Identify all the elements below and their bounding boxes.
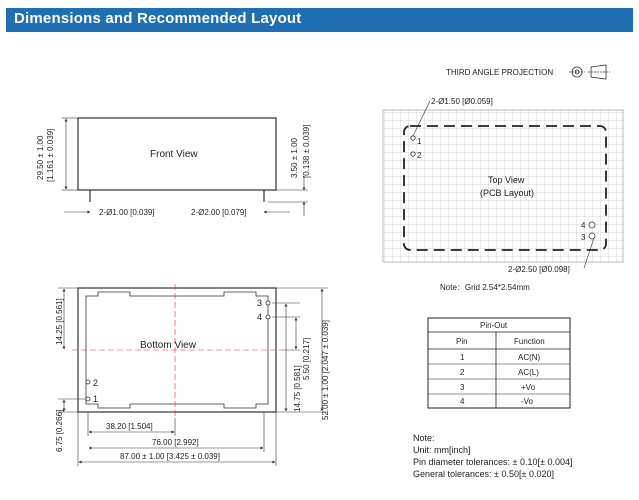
pin-out-table (428, 318, 570, 408)
dim-5-50: 5.50 [0.217] (302, 337, 311, 380)
notes (413, 433, 572, 479)
pin-out-cell: -Vo (521, 397, 534, 406)
pin-out-cell: AC(L) (518, 368, 539, 377)
dim-52-00: 52.00 ± 1.00 [2.047 ± 0.039] (321, 320, 330, 420)
pin-hole (266, 301, 270, 305)
pin-label: 4 (581, 221, 586, 230)
dim-14-25: 14.25 [0.561] (55, 298, 64, 345)
pin-out-cell: +Vo (521, 383, 536, 392)
pin-spacing-dim: 2-Ø2.00 [0.079] (191, 208, 247, 217)
pin-hole (86, 380, 90, 384)
pin-label: 3 (257, 298, 263, 308)
pin-label: 1 (93, 394, 99, 404)
pin-label: 3 (581, 233, 586, 242)
top-view-title: Top View (488, 175, 525, 185)
dim-14-75: 14.75 [0.581] (293, 365, 302, 412)
notes-line: General tolerances: ± 0.50[± 0.020] (413, 469, 554, 479)
pin-length-dim: 3.50 ± 1.00 (290, 138, 299, 178)
pcb-grid (383, 110, 623, 262)
front-view (36, 118, 311, 217)
pin-out-header: Function (514, 337, 545, 346)
grid-note: Note：Grid 2.54*2.54mm (440, 283, 530, 292)
hole-large-dim: 2-Ø2.50 [Ø0.098] (508, 265, 570, 274)
notes-line: Pin diameter tolerances: ± 0.10[± 0.004] (413, 457, 573, 467)
front-height-dim: 29.50 ± 1.00 (36, 135, 45, 180)
projection-label: THIRD ANGLE PROJECTION (446, 68, 554, 77)
pin-label: 1 (417, 137, 422, 146)
bottom-view (55, 284, 330, 466)
pin-out-cell: 2 (460, 368, 465, 377)
pin-out-cell: 1 (460, 353, 465, 362)
dim-6-75: 6.75 [0.266] (55, 409, 64, 452)
dim-87-00: 87.00 ± 1.00 [3.425 ± 0.039] (120, 452, 220, 461)
page-title: Dimensions and Recommended Layout (14, 10, 302, 27)
hole-small-dim: 2-Ø1.50 [Ø0.059] (431, 97, 493, 106)
pin-label: 2 (417, 151, 422, 160)
notes-title: Note: (413, 433, 435, 443)
third-angle-projection-icon (569, 65, 610, 79)
top-view (383, 97, 623, 292)
pin-diameter-dim: 2-Ø1.00 [0.039] (99, 208, 155, 217)
pin-out-header: Pin (456, 337, 468, 346)
pcb-hole (411, 152, 415, 156)
bottom-view-title: Bottom View (140, 340, 196, 351)
pcb-hole (589, 222, 595, 228)
pin-label: 4 (257, 312, 263, 322)
pin-length-dim-in: [0.138 ± 0.039] (302, 124, 311, 178)
pin-hole (266, 315, 270, 319)
top-view-subtitle: (PCB Layout) (480, 188, 535, 198)
dim-38-20: 38.20 [1.504] (106, 422, 153, 431)
front-view-title: Front View (150, 149, 198, 160)
pcb-hole (411, 136, 415, 140)
notes-line: Unit: mm[inch] (413, 445, 471, 455)
pin-out-cell: AC(N) (518, 353, 541, 362)
dim-76-00: 76.00 [2.992] (152, 438, 199, 447)
pin-hole (86, 397, 90, 401)
pin-out-cell: 3 (460, 383, 465, 392)
pin-out-cell: 4 (460, 397, 465, 406)
pin-label: 2 (93, 378, 99, 388)
pin-out-title: Pin-Out (480, 321, 508, 330)
front-height-dim-in: [1.161 ± 0.039] (46, 128, 55, 182)
